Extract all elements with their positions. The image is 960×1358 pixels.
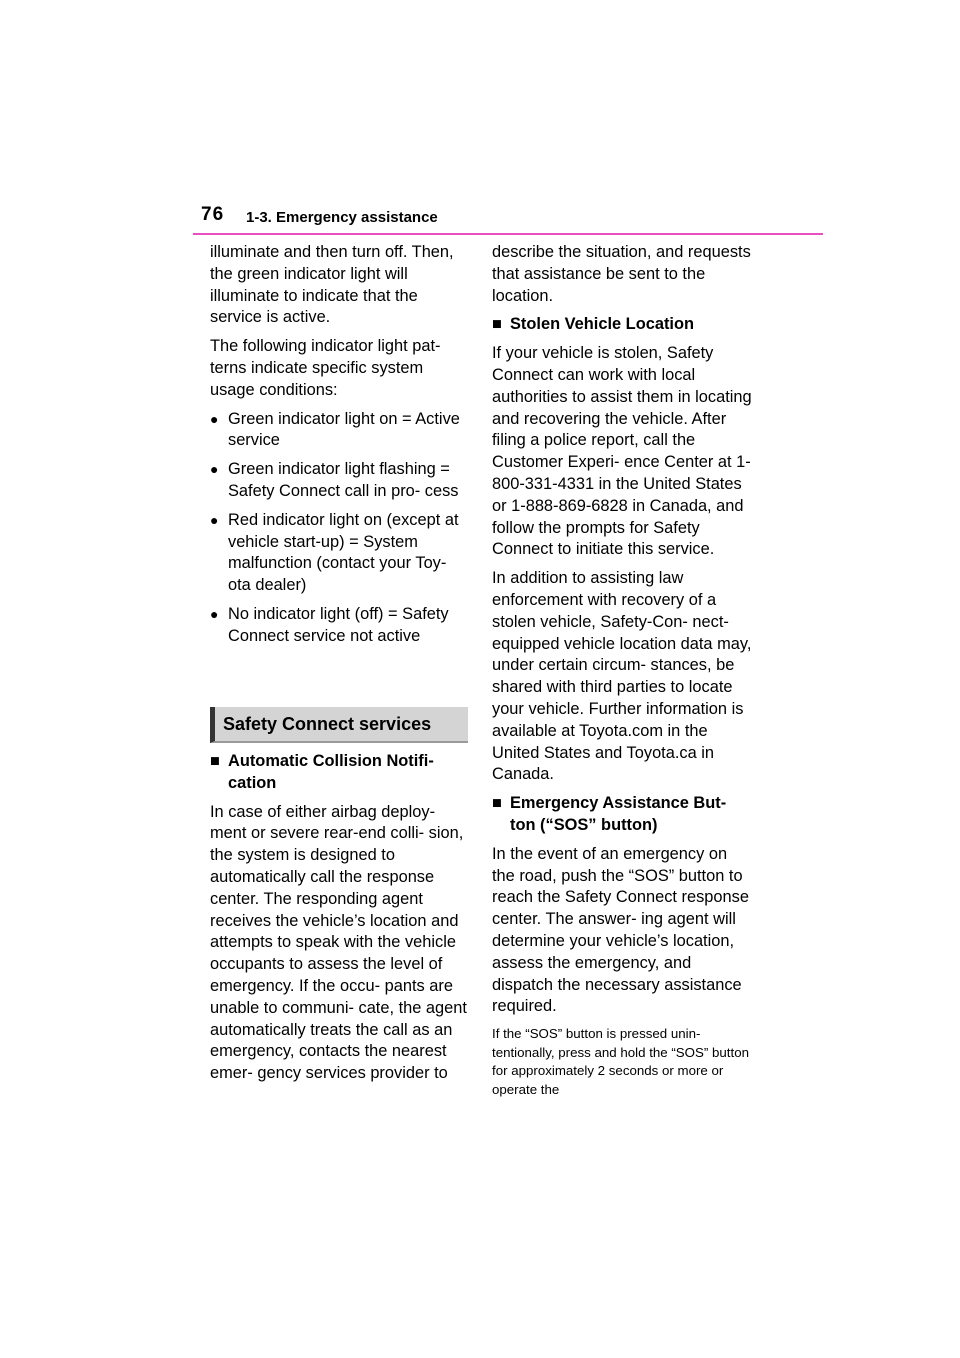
left-column: [210, 242, 472, 655]
acn-paragraph: In case of either airbag deploy- ment or severe rear-end colli- sion, the system is designed to automatically call the response center. The responding agent receives the vehicle’s location and attempts to speak with the vehicle occupants to assess the level of emergency. If the occu- pants are unable to communi- cate, the agent automatically treats the call as an emergency, contacts the nearest emer- gency services provider to: [210, 802, 467, 1083]
subheading: [492, 314, 754, 336]
list-item-text: No indicator light (off) = Safety Connect service not active: [228, 604, 449, 645]
list-item-text: Green indicator light flashing = Safety Connect call in pro- cess: [228, 460, 459, 500]
intro-paragraph-2: The following indicator light pat- terns indicate specific system usage conditions:: [210, 337, 441, 399]
list-item: [210, 604, 472, 648]
stolen-paragraph-2: In addition to assisting law enforcement with recovery of a stolen vehicle, Safety-Con- nect-equipped vehicle location data may, under certain circum- stances, be shared with third parties to locate your vehicle. Further information is available at Toyota.com in the United States and Toyota.ca in Canada.: [492, 569, 752, 784]
sos-paragraph: In the event of an emergency on the road, push the “SOS” button to reach the Safety Connect response center. The answer- ing agent will determine your vehicle’s location, assess the emergency, and dispatch the necessary assistance required.: [492, 844, 749, 1016]
subheading: [210, 751, 472, 795]
subheading-text: Automatic Collision Notifi- cation: [228, 752, 434, 792]
square-bullet-icon: ■: [492, 794, 502, 813]
list-item: [210, 510, 472, 597]
box-heading: Safety Connect services: [210, 707, 468, 743]
subheading: [492, 793, 754, 837]
bullet-icon: ●: [210, 461, 219, 478]
header-rule: [193, 233, 823, 235]
list-item-text: Red indicator light on (except at vehicle start-up) = System malfunction (contact your Toy- ota dealer): [228, 510, 459, 595]
subheading-text: Stolen Vehicle Location: [510, 315, 694, 334]
sos-note: If the “SOS” button is pressed unin- tentionally, press and hold the “SOS” button for approximately 2 seconds or more or operate the: [492, 1026, 749, 1097]
bullet-icon: ●: [210, 605, 219, 622]
list-item: [210, 459, 472, 503]
bullet-icon: ●: [210, 410, 219, 427]
intro-paragraph-1: illuminate and then turn off. Then, the green indicator light will illuminate to indicate that the service is active.: [210, 243, 454, 327]
right-column: [492, 242, 754, 1099]
stolen-paragraph-1: If your vehicle is stolen, Safety Connect can work with local authorities to assist them in locating and recovering the vehicle. After filing a police report, call the Customer Experi- ence Center at 1-800-331-4331 in the United States or 1-888-869-6828 in Canada, and follow the prompts for Safety Connect to initiate this service.: [492, 344, 752, 559]
bullet-icon: ●: [210, 511, 219, 528]
left-column-lower: [210, 751, 472, 1092]
square-bullet-icon: ■: [210, 752, 220, 770]
list-item-text: Green indicator light on = Active service: [228, 409, 460, 450]
page-number: 76: [201, 204, 225, 225]
continued-paragraph: describe the situation, and requests that assistance be sent to the location.: [492, 243, 751, 305]
section-title: 1-3. Emergency assistance: [246, 209, 438, 226]
subheading-text: Emergency Assistance But- ton (“SOS” button): [510, 794, 727, 834]
square-bullet-icon: ■: [492, 315, 502, 334]
list-item: [210, 409, 472, 453]
